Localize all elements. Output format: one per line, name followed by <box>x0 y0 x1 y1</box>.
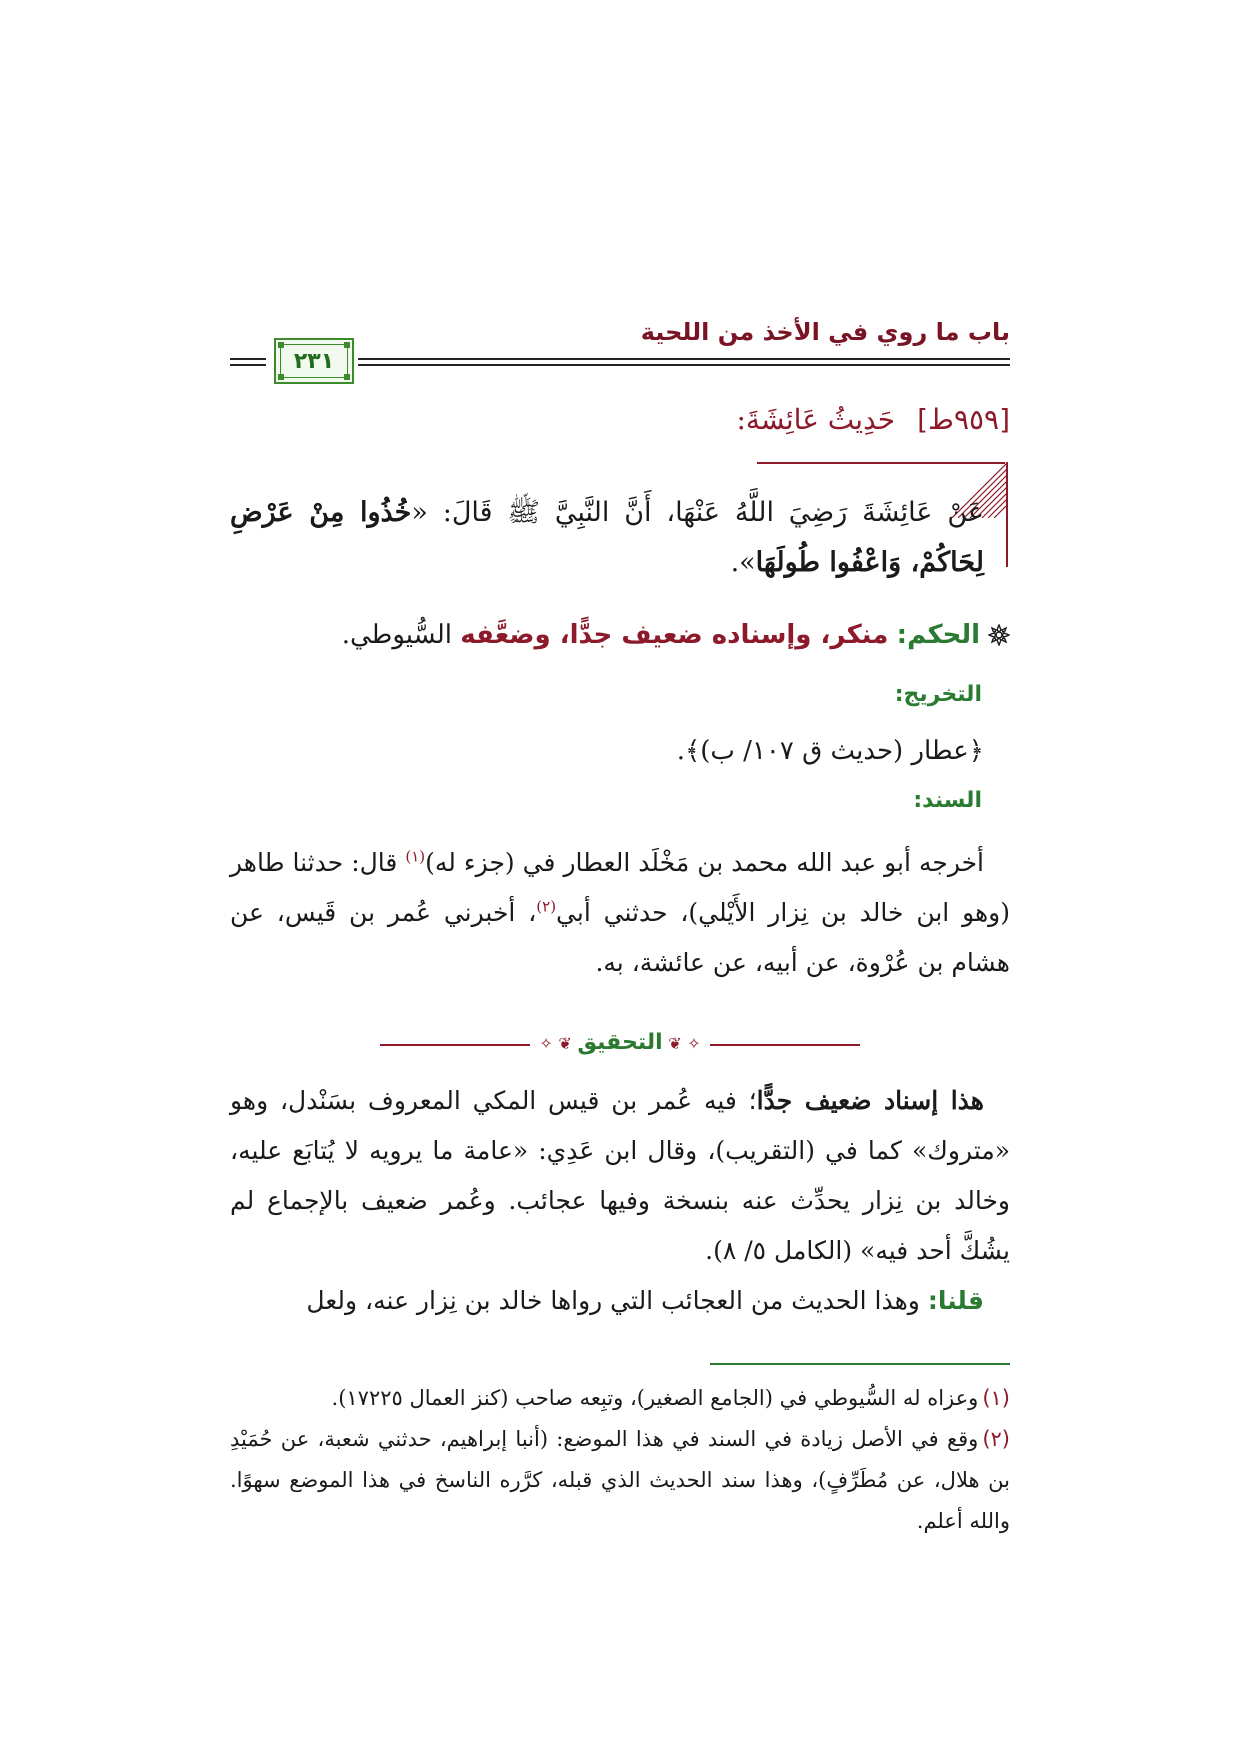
page-number: ٢٣١ <box>293 348 335 374</box>
hadith-title: حَدِيثُ عَائِشَةَ: <box>736 403 896 436</box>
sanad-text-3: ، أخبرني عُمر بن قَيس، عن هشام بن عُرْوة، عن أبيه، عن عائشة، به. <box>230 898 1010 977</box>
tahqiq-divider: ✧ ❦ التحقيق ❦ ✧ <box>380 1030 860 1060</box>
running-title: باب ما روي في الأخذ من اللحية <box>640 318 1010 346</box>
hadith-number: [٩٥٩ط] <box>917 403 1010 436</box>
footnote-number: (١) <box>982 1386 1010 1410</box>
footnote-text: وقع في الأصل زيادة في السند في هذا الموضع: (أنبا إبراهيم، حدثني شعبة، عن حُمَيْدِ بن هلال، عن مُطَرِّفٍ)، وهذا سند الحديث الذي قبله، كرَّره الناسخ في هذا الموضع سهوًا. والله أعلم. <box>230 1427 1010 1533</box>
qulna-text: وهذا الحديث من العجائب التي رواها خالد بن نِزار عنه، ولعل <box>306 1286 928 1315</box>
footnote-ref-2[interactable]: (٢) <box>536 897 557 916</box>
tahqiq-label: التحقيق <box>577 1030 663 1055</box>
matn-quote: خُذُوا مِنْ عَرْضِ لِحَاكُمْ، وَاعْفُوا طُولَهَا <box>230 497 984 578</box>
page-number-frame <box>274 338 354 384</box>
footnote-rule <box>710 1363 1010 1365</box>
sanad-paragraph <box>230 838 1010 988</box>
qulna-label: قلنا: <box>927 1286 984 1315</box>
footnote-number: (٢) <box>982 1427 1010 1451</box>
tahqiq-lead: هذا إسناد ضعيف جدًّا <box>756 1086 984 1115</box>
header-rule <box>358 364 1010 366</box>
hukm-tail: السُّيوطي. <box>341 620 452 650</box>
hadith-heading <box>736 403 1010 436</box>
sanad-text-1: أخرجه أبو عبد الله محمد بن مَخْلَد العطار في (جزء له) <box>425 848 985 877</box>
header-rule <box>358 358 1010 360</box>
matn-intro: عَنْ عَائِشَةَ رَضِيَ اللَّهُ عَنْهَا، أَنَّ النَّبِيَّ ﷺ قَالَ: « <box>411 497 985 528</box>
footnote-text: وعزاه له السُّيوطي في (الجامع الصغير)، وتبِعه صاحب (كنز العمال ١٧٢٢٥). <box>331 1386 979 1410</box>
footnote-1 <box>230 1378 1010 1419</box>
qulna-paragraph <box>230 1276 1010 1326</box>
hukm-verdict: منكر، وإسناده ضعيف جدًّا، وضعَّفه <box>460 620 889 650</box>
hukm-label: الحكم: <box>896 620 980 650</box>
matn-close: ». <box>730 547 756 578</box>
hukm-line <box>342 620 1010 650</box>
takhrij-heading: التخريج: <box>894 682 982 707</box>
tahqiq-paragraph <box>230 1076 1010 1276</box>
takhrij-reference: ﴿عطار (حديث ق ١٠٧/ ب)﴾. <box>676 736 984 766</box>
sanad-text-2: قال: حدثنا طاهر (وهو ابن خالد بن نِزار الأَيْلي)، حدثني أبي <box>230 848 1011 927</box>
header-rule-left <box>230 364 266 366</box>
footnote-ref-1[interactable]: (١) <box>405 847 426 866</box>
header-rule-left <box>230 358 266 360</box>
flower-ornament-icon <box>988 624 1010 646</box>
footnote-2 <box>230 1419 1010 1542</box>
tahqiq-text: ؛ فيه عُمر بن قيس المكي المعروف بسَنْدل، وهو «متروك» كما في (التقريب)، وقال ابن عَدِي: «عامة ما يرويه لا يُتابَع عليه، وخالد بن نِزار يحدِّث عنه بنسخة وفيها عجائب. وعُمر ضعيف بالإجماع لم يشُكَّ أحد فيه» (الكامل ٥/ ٨). <box>230 1086 1010 1265</box>
sanad-heading: السند: <box>913 788 982 813</box>
hadith-text <box>230 488 984 588</box>
